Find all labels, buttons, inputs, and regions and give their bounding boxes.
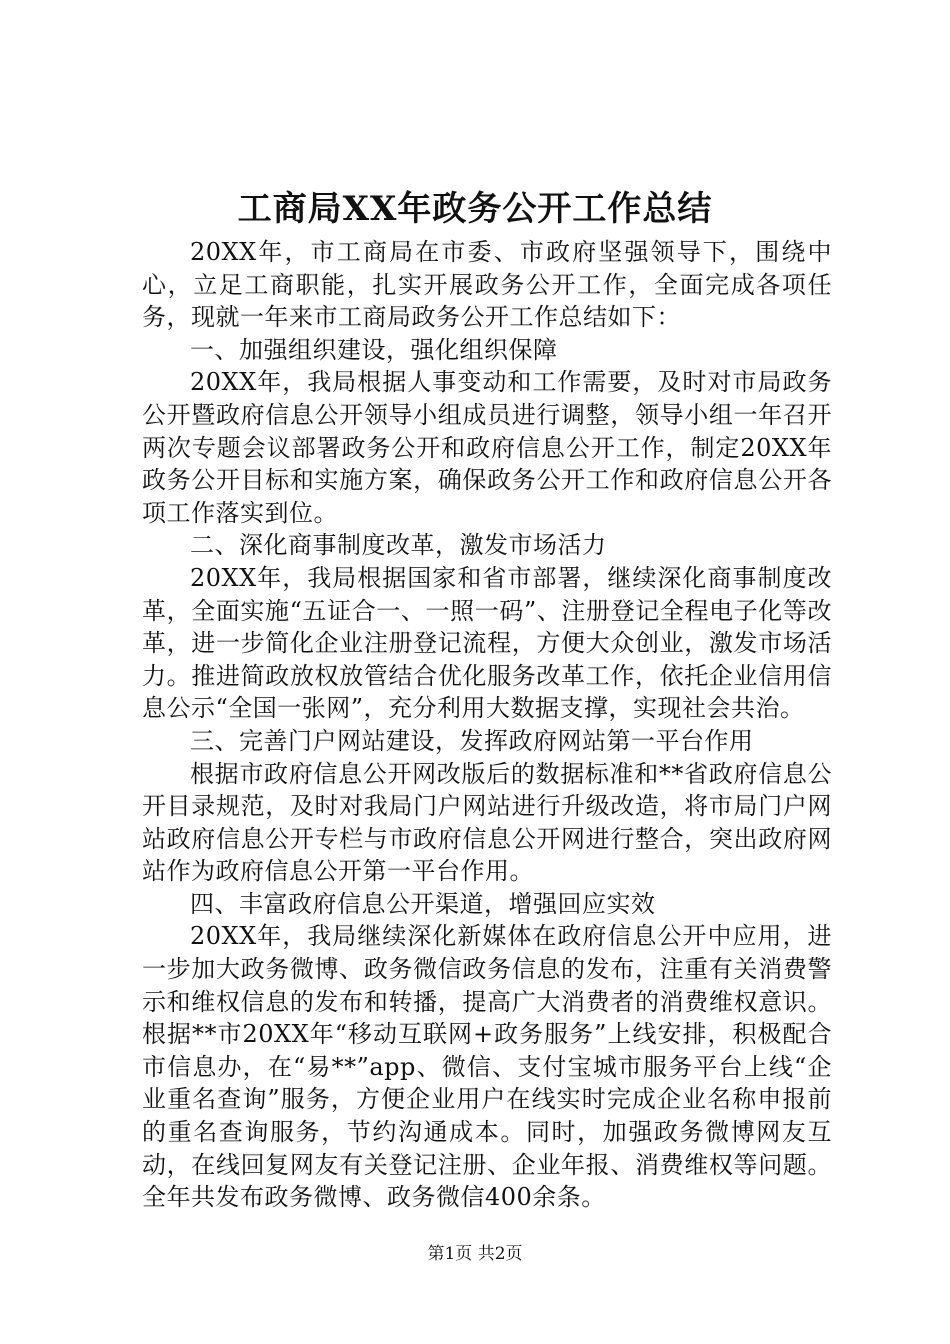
section-heading-2: 二、深化商事制度改革，激发市场活力 (190, 531, 607, 560)
section-heading-1: 一、加强组织建设，强化组织保障 (190, 335, 558, 364)
intro-paragraph: 20XX年，市工商局在市委、市政府坚强领导下，围绕中心，立足工商职能，扎实开展政务公开工作，全面完成各项任务，现就一年来市工商局政务公开工作总结如下： (142, 238, 832, 332)
section-paragraph-1: 20XX年，我局根据人事变动和工作需要，及时对市局政务公开暨政府信息公开领导小组成员进行调整，领导小组一年召开两次专题会议部署政务公开和政府信息公开工作，制定20XX年政务公开目标和实施方案，确保政务公开工作和政府信息公开各项工作落实到位。 (142, 368, 832, 527)
section-paragraph-3: 根据市政府信息公开网改版后的数据标准和**省政府信息公开目录规范，及时对我局门户网站进行升级改造，将市局门户网站政府信息公开专栏与市政府信息公开网进行整合，突出政府网站作为政府信息公开第一平台作用。 (142, 759, 832, 886)
section-heading-4: 四、丰富政府信息公开渠道，增强回应实效 (190, 889, 656, 918)
document-body (142, 236, 832, 1214)
document-title: 工商局XX年政务公开工作总结 (237, 189, 713, 229)
page-number-footer: 第1页 共2页 (427, 1244, 523, 1264)
section-paragraph-4: 20XX年，我局继续深化新媒体在政府信息公开中应用，进一步加大政务微博、政务微信政务信息的发布，注重有关消费警示和维权信息的发布和转播，提高广大消费者的消费维权意识。根据**市20XX年“移动互联网+政务服务”上线安排，积极配合市信息办，在“易**”app、微信、支付宝城市服务平台上线“企业重名查询”服务，方便企业用户在线实时完成企业名称申报前的重名查询服务，节约沟通成本。同时，加强政务微博网友互动，在线回复网友有关登记注册、企业年报、消费维权等问题。全年共发布政务微博、政务微信400余条。 (142, 922, 832, 1212)
section-paragraph-2: 20XX年，我局根据国家和省市部署，继续深化商事制度改革，全面实施“五证合一、一照一码”、注册登记全程电子化等改革，进一步简化企业注册登记流程，方便大众创业，激发市场活力。推进简政放权放管结合优化服务改革工作，依托企业信用信息公示“全国一张网”，充分利用大数据支撑，实现社会共治。 (142, 563, 832, 723)
section-heading-3: 三、完善门户网站建设，发挥政府网站第一平台作用 (190, 726, 754, 755)
